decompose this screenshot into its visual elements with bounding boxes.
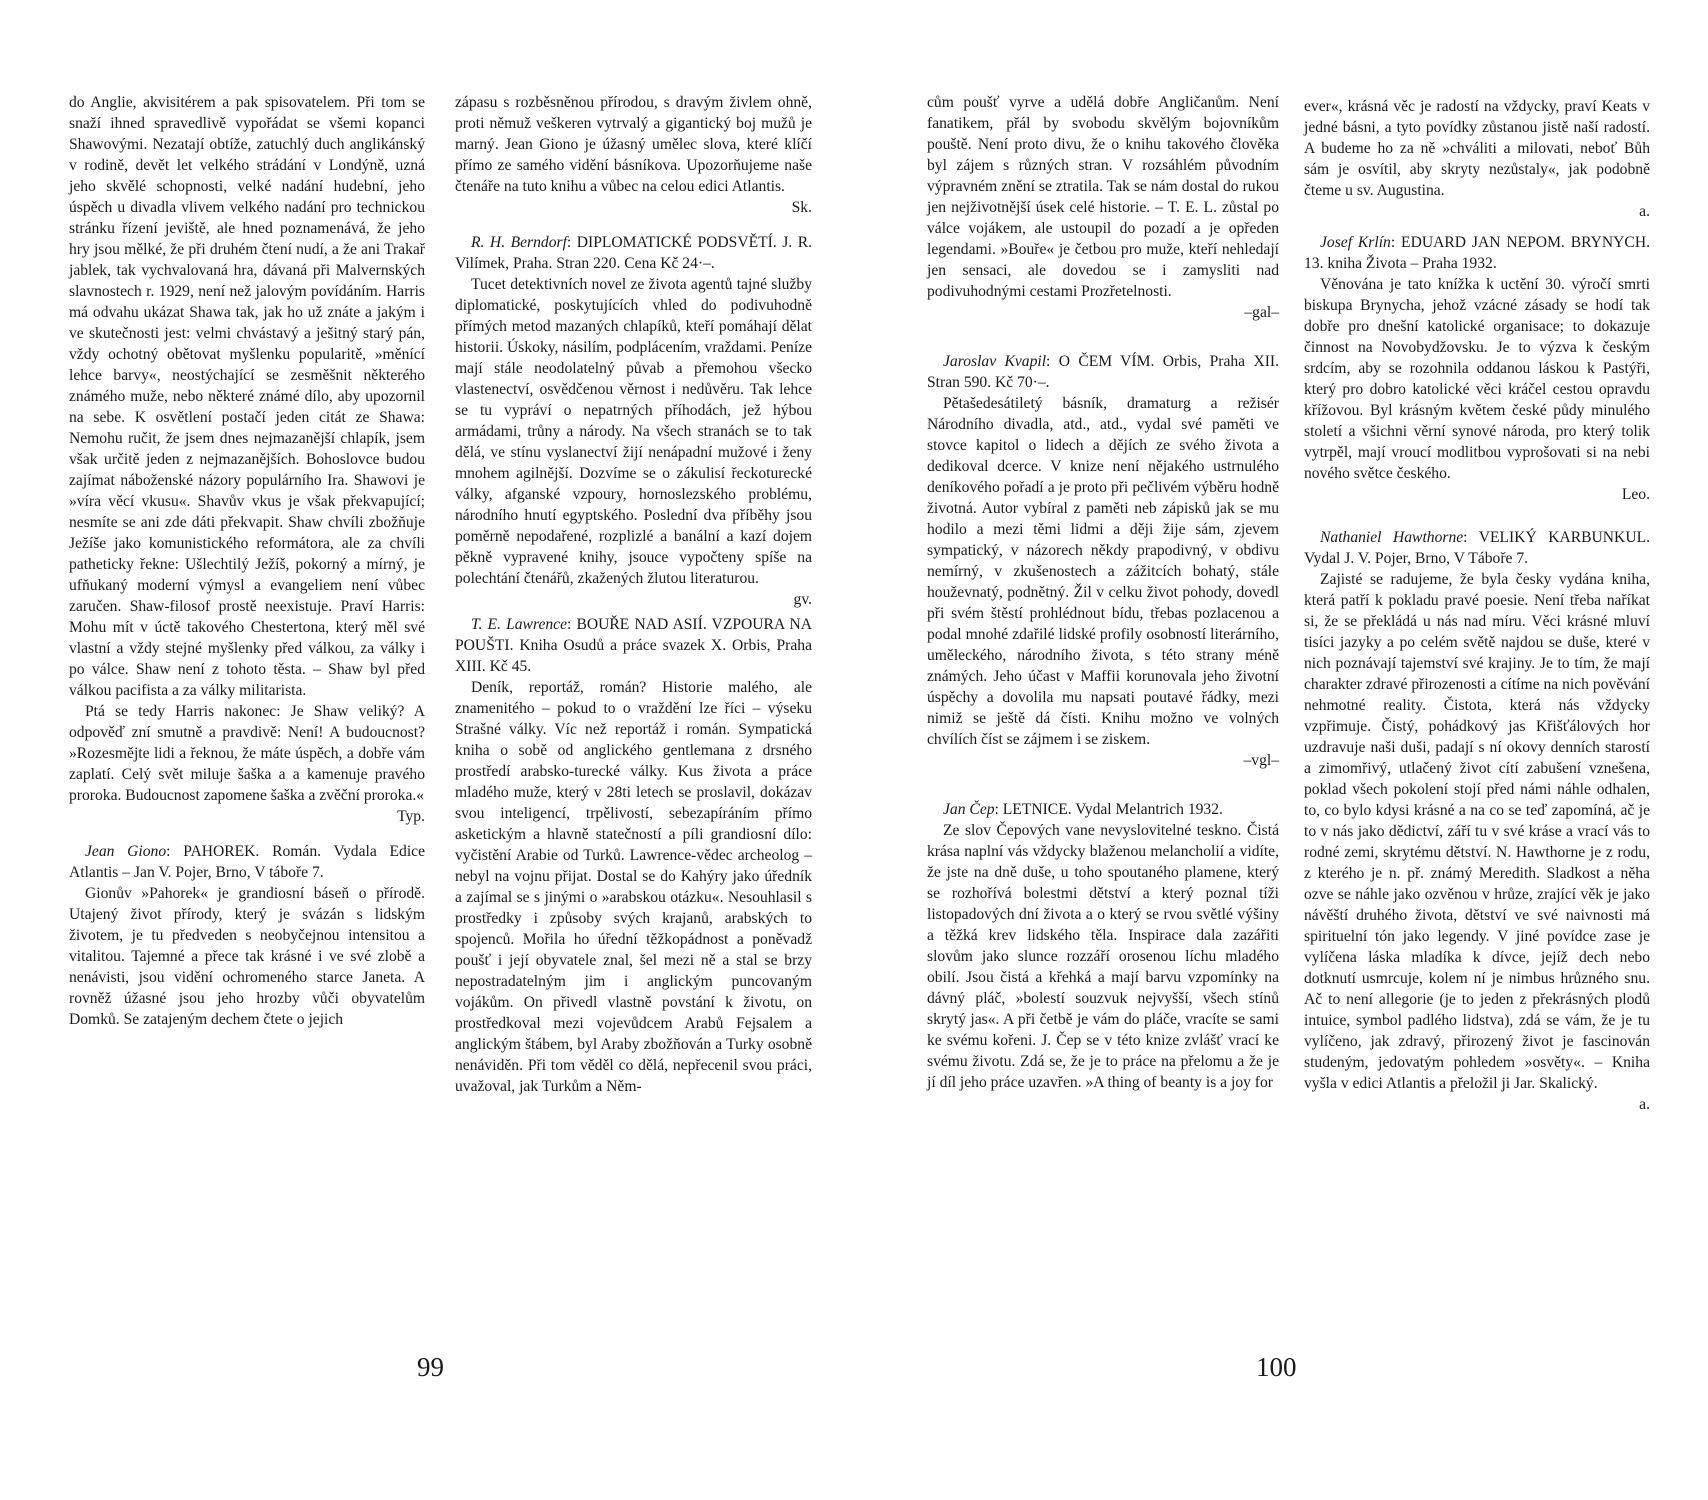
page-100-column-2 <box>1304 96 1650 1115</box>
review-text: Věnována je tato knížka k uctění 30. výročí smrti biskupa Brynycha, jehož vzácné zásady se hodí tak dobře pro dnešní katolické organisace; to dokazuje činnost na Novobydžovsku. Je to výzva k českým srdcím, aby se rozohnila oddanou láskou k Pastýři, který pro dobro katolické věci kráčel cestou opravdu křížovou. Byl krásným květem české půdy minulého století a všichni věrní synové národa, pro který tolik vytrpěl, mají vroucí modlitbou vyprošovati si na nebi nového světce českého. <box>1304 276 1650 482</box>
review-title: : O ČEM VÍM. Orbis, Praha XII. Stran 590. Kč 70·–. <box>927 353 1279 391</box>
review-title: : DIPLOMATICKÉ PODSVĚTÍ. J. R. Vilímek, Praha. Stran 220. Cena Kč 24·–. <box>455 234 813 272</box>
review-author: Jean Giono <box>85 843 167 860</box>
review-text: cům poušť vyrve a udělá dobře Angličanům. Není fanatikem, přál by svobodu skvělým bojovníkům pouště. Není proto divu, že o knihu takového člověka byl zájem s různých stran. V rozsáhlém původním výpravném znění se ztratila. Tak se nám dostal do rukou jen nejživotnější úsek celé historie. – T. E. L. zůstal po válce vojákem, ale ustoupil do pozadí a je opředen legendami. »Bouře« je četbou pro muže, kteří nehledají jen sensaci, ale dovedou se i zamysliti nad podivuhodnými cestami Prozřetelnosti. <box>927 94 1279 300</box>
review-author: T. E. Lawrence <box>471 616 568 633</box>
page-99-column-2 <box>455 92 812 1097</box>
review-author: Josef Krlín <box>1320 234 1391 251</box>
review-heading <box>455 614 812 677</box>
review-entry <box>69 841 425 1030</box>
review-entry <box>1304 232 1650 505</box>
review-text: Ze slov Čepových vane nevyslovitelné teskno. Čistá krása naplní vás vždycky blaženou melancholií a vidíte, že jste na dně duše, u toho spoutaného plamene, který se rozhořívá bolestmi dětství a který poznal tíži listopadových dní života a o který se rvou světlé výšiny a těžká krev lidského těla. Inspirace dala zazářiti slovům jako slunce rozzáří orosenou líchu mladého obilí. Jsou čistá a křehká a mají barvu vzpomínky na dávný pláč, »bolestí souzvuk nejvyšší, všech stínů skrytý jas«. A při četbě je vám do pláče, vracíte se sami ke svému kořeni. J. Čep se v této knize zvlášť vrací ke svému životu. Zdá se, že je to práce na přelomu a že je jí díl jeho práce uzavřen. »A thing of beanty is a joy for <box>927 822 1279 1091</box>
review-signature: –vgl– <box>1243 752 1279 769</box>
page-number: 100 <box>1256 1352 1297 1382</box>
review-signature: gv. <box>793 591 812 608</box>
review-title: : PAHOREK. Román. Vydala Edice Atlantis – Jan V. Pojer, Brno, V táboře 7. <box>69 843 425 881</box>
review-heading <box>927 351 1279 393</box>
review-signature: a. <box>1639 1096 1650 1113</box>
page-number: 99 <box>417 1352 444 1382</box>
review-title: : LETNICE. Vydal Melantrich 1932. <box>994 801 1223 818</box>
review-heading <box>1304 232 1650 274</box>
review-entry <box>1304 527 1650 1115</box>
review-text: Gionův »Pahorek« je grandiosní báseň o přírodě. Utajený život přírody, který je svázán s lidským životem, je tu předveden s neobyčejnou intensitou a vitalitou. Tajemné a přece tak krásné i ve své zlobě a nenávisti, jsou vidění ochromeného starce Janeta. A rovněž úžasné jsou jeho hrozby vůči obyvatelům Domků. Se zatajeným dechem čtete o jejich <box>69 885 425 1028</box>
review-text: zápasu s rozběsněnou přírodou, s dravým živlem ohně, proti němuž veškeren vytrvalý a gigantický boj mužů je marný. Jean Giono je úžasný umělec slova, které klíčí přímo ze samého vidění básníkova. Upozorňujeme naše čtenáře na tuto knihu a vůbec na celou edici Atlantis. <box>455 94 812 195</box>
review-signature: a. <box>1639 203 1650 220</box>
review-text: Zajisté se radujeme, že byla česky vydána kniha, která patří k pokladu pravé poesie. Není třeba naříkat si, že se překládá u nás nad míru. Věci krásné mluví tisíci jazyky a po celém světě najdou se duše, které v nich poznávají tajemství své krajiny. Je to tím, že mají charakter zdravé přirozenosti a cítíme na nich pověvání nehmotné reality. Čistota, která nás vždycky vzpřimuje. Čistý, pohádkový jas Křišťálových hor uzdravuje naši duši, padají s ní okovy denních starostí a zimomřivý, utlačený život cítí zabušení vznešena, poklad všech pokolení stojí před námi náhle odhalen, to, co bylo kdysi krásné a na co se teď zapomíná, ač je to v nás jako dědictví, září tu v své kráse a vrací vás to rodné zemi, skrytému dětství. N. Hawthorne je z rodu, z kterého je n. př. známý Meredith. Sladkost a něha ozve se náhle jako ozvěnou v hrůze, zrající věk je jako návěští druhého života, dětství ve své naivnosti má spirituelní tón jako legendy. V jiné povídce zase je vylíčena láska mladíka k dívce, jejíž dech nebo dotknutí usmrcuje, kolem ní je nimbus hrůzného snu. Ač to není allegorie (je to jeden z překrásných plodů intuice, symbol padlého lidstva), zdá se vám, že je tu vylíčeno, jak zdravý, přirozený život je fascinován studeným, jedovatým pohledem »osvěty«. – Kniha vyšla v edici Atlantis a přeložil ji Jar. Skalický. <box>1304 571 1650 1092</box>
review-text: Pětašedesátiletý básník, dramaturg a režisér Národního divadla, atd., atd., vydal své paměti ve stovce kapitol o lidech a dějích ze svého života a dedikoval dcerce. V knize není nějakého ustrnulého deníkového pořadí a je proto při pečlivém výběru hodně životná. Autor vybíral z paměti neb zápisků jak se mu hodilo a mezi těmi lidmi a ději žije sám, zjevem sympatický, v názorech někdy prapodivný, v obdivu nemírný, v zkušenostech a zážitcích bohatý, stále houževnatý, podnětný. Žil v celku život pohody, dovedl při svém štěstí prohlédnout bídu, třebas pozlacenou a podal mnohé zdařilé lidské profily osobností literárního, uměleckého, národního života, s této strany méně známých. Jeho účast v Maffii korunovala jeho životní úspěchy a dovolila mu napsati poutavé řádky, mezi nimiž se ještě dá čísti. Knihu možno ve volných chvílích číst se zájmem i se ziskem. <box>927 395 1279 748</box>
review-text: Deník, reportáž, román? Historie malého, ale znamenitého – pokud to o vraždění lze říci – výseku Strašné války. Víc než reportáž i román. Sympatická kniha o sobě od anglického gentlemana z drsného prostředí arabsko-turecké války. Kus života a práce mladého muže, který v 28ti letech se proslavil, dokázav svou inteligencí, trpělivostí, sebezapíráním přímo asketickým a hlavně statečností a píli grandiosní dílo: vyčistění Arabie od Turků. Lawrence-vědec archeolog – nebyl na vojnu přijat. Dostal se do Kahýry jako úředník a zajímal se s jinými o »arabskou otázku«. Nesouhlasil s prostředky i způsoby svých krajanů, arabských to spojenců. Mořila ho úřední těžkopádnost a poněvadž poušť i její obyvatele znal, šel mezi ně a stal se brzy nepostradatelným jim i anglickým puncovaným vojákům. On přivedl vlastně povstání k životu, on prostředkoval mezi vojevůdcem Arabů Fejsalem a anglickým štábem, byl Araby zbožňován a Turky osobně nenáviděn. Při tom věděl co dělá, nepřecenil svou práci, uvažoval, jak Turkům a Něm- <box>455 679 812 1095</box>
review-entry <box>455 232 812 610</box>
page-99-column-1 <box>69 92 425 1030</box>
review-text: do Anglie, akvisitérem a pak spisovatelem. Při tom se snaží ihned spravedlivě vypořádat se všemi kopanci Shawovými. Nezatají obtíže, zatuchlý duch anglikánský v rodině, devět let velkého strádání v Londýně, uzná jeho skvělé schopnosti, velké nadání hudební, jeho úspěch u divadla vlivem velkého nadání pro technickou stránku řízení jeviště, ale hned poznamenává, že jeho hry jsou mělké, že při druhém čtení nudí, a že ani Trakař jablek, tak vychvalovaná hra, dávaná při Malvernských slavnostech r. 1929, není než jalovým povídáním. Harris má odvahu ukázat Shawa tak, jak ho už znáte a jakým i ve skutečnosti jest: velmi chvástavý a ješitný starý pán, vždy ochotný obětovat myšlenku popularitě, »měnící lehce barvy«, neostýchající se zesměšnit některého známého muže, nebo některé známé dílo, aby upozornil na sebe. K osvětlení postačí jeden citát ze Shawa: Nemohu ručit, že jsem dnes nejmazanější chlapík, jsem však určitě jeden z nejmazanějších. Bohoslovce budou zajímat náboženské názory populárního Ira. Shawovi je »víra věcí vkusu«. Shavův vkus je však překvapující; nesmíte se ani zde dáti překvapit. Shaw chvíli zbožňuje Ježíše jako komunistického reformátora, ale za chvíli patheticky řekne: Ušlechtilý Ježíš, pokorný a mírný, je ufňukaný moderní výmysl a evangeliem není vůbec zaručen. Shaw-filosof prostě neexistuje. Praví Harris: Mohu mít v úctě takového Chestertona, který měl své vlastní a vždy stejné myšlenky před válkou, za války i po válce. Shaw není z tohoto těsta. – Shaw byl před válkou pacifista a za války militarista. <box>69 94 425 699</box>
review-author: R. H. Berndorf <box>471 234 567 251</box>
review-text: Tucet detektivních novel ze života agentů tajné služby diplomatické, poskytujících vhled do podivuhodně přímých metod mazaných chlapíků, kteří pomáhají dělat historii. Úskoky, násilím, podplácením, vraždami. Peníze mají stále neodolatelný půvab a přemohou všecko vlastenectví, osvědčenou věrnost i nedůvěru. Tak lehce se tu vypráví o nepatrných příhodách, jež hýbou armádami, trůny a národy. Na všech stranách se to tak dělá, ve stínu vyslanectví žijí nenápadní mužové i ženy mnohem agilnější. Dozvíme se o zákulisí řeckoturecké války, afganské vzpoury, hornoslezského problému, národního hnutí egyptského. Poslední dva příběhy jsou poměrně nepodařené, rozplizlé a banální a kazí dojem pěkně vypravené knihy, jsouce vypočteny spíše na polechtání čtenářů, zkažených žlutou literaturou. <box>455 276 812 587</box>
review-heading <box>69 841 425 883</box>
review-signature: Typ. <box>397 808 425 825</box>
review-text: Ptá se tedy Harris nakonec: Je Shaw veliký? A odpověď zní smutně a pravdivě: Není! A budoucnost? »Rozesmějte lidi a řeknou, že máte úspěch, a dobře vám zaplatí. Celý svět miluje šaška a a kamenuje pravého proroka. Budoucnost zapomene šaška a zvěční proroka.« <box>69 703 425 804</box>
review-author: Jan Čep <box>943 801 995 818</box>
review-heading <box>927 799 1279 820</box>
review-title: : BOUŘE NAD ASIÍ. VZPOURA NA POUŠTI. Kniha Osudů a práce svazek X. Orbis, Praha XIII. Kč 45. <box>455 616 812 675</box>
review-signature: Leo. <box>1621 486 1650 503</box>
review-entry <box>455 614 812 1097</box>
review-signature: –gal– <box>1244 304 1279 321</box>
review-title: : VELIKÝ KARBUNKUL. Vydal J. V. Pojer, Brno, V Táboře 7. <box>1304 529 1651 567</box>
review-title: : EDUARD JAN NEPOM. BRYNYCH. 13. kniha Života – Praha 1932. <box>1304 234 1650 272</box>
review-entry <box>927 351 1279 771</box>
review-text: ever«, krásná věc je radostí na vždycky, praví Keats v jedné básni, a tyto povídky zůstanou jistě naší radostí. A budeme ho za ně »chváliti a milovati, neboť Bůh sám je osvítil, aby skryty nezůstaly«, jak podobně čteme u sv. Augustina. <box>1304 98 1650 199</box>
review-heading <box>455 232 812 274</box>
review-signature: Sk. <box>791 199 812 216</box>
review-entry <box>927 799 1279 1093</box>
page-100-column-1 <box>927 92 1279 1093</box>
review-heading <box>1304 527 1650 569</box>
review-author: Jaroslav Kvapil <box>943 353 1047 370</box>
review-author: Nathaniel Hawthorne <box>1320 529 1464 546</box>
